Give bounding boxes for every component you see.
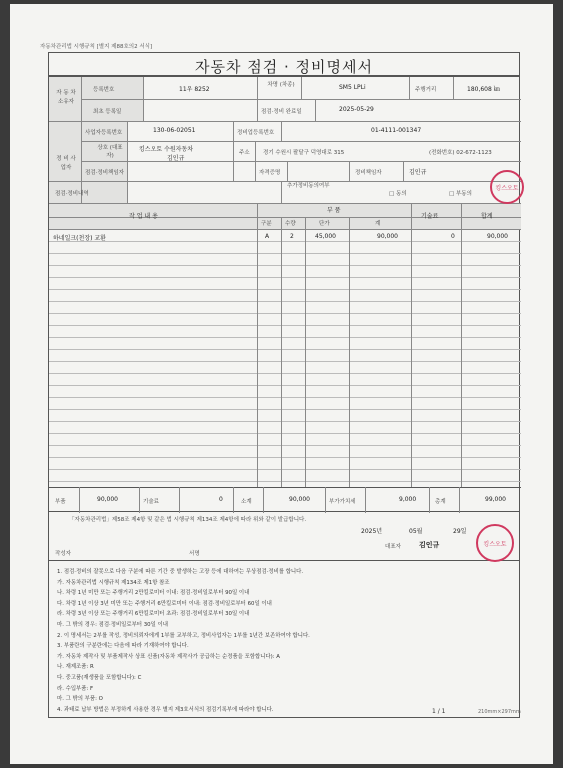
h-parts: 부 품	[327, 207, 341, 214]
rule	[459, 487, 460, 513]
row-tech: 0	[451, 233, 455, 240]
notes-box	[48, 560, 520, 718]
row-rule	[49, 337, 521, 338]
shop-no-value: 01-4111-001347	[371, 127, 422, 134]
h-type: 구분	[261, 221, 272, 227]
issuer-label: 대표자	[385, 544, 401, 550]
mechanic-label: 정비책임자	[355, 170, 382, 176]
mechanic-value: 김인규	[409, 169, 427, 176]
date-value: 2025-05-29	[339, 106, 374, 113]
row-rule	[49, 433, 521, 434]
rule	[81, 99, 521, 100]
note-line: 다. 차령 1년 이상 3년 미만 또는 주행거리 6만킬로미터 이내: 점검·정비일로부터 60일 이내	[57, 600, 272, 607]
tech-total-label: 기술료	[143, 499, 159, 505]
rule	[179, 487, 180, 513]
note-line: 3. 부품란의 구분란에는 다음에 따라 기재하여야 합니다.	[57, 643, 189, 650]
rule	[127, 121, 128, 203]
date-label: 점검·정비 완료일	[261, 109, 302, 115]
note-line: 4. 과태료 납부 방법은 부정하게 사용한 경우 별지 제3호서식의 점검기록부에 따라야 합니다.	[57, 706, 274, 713]
note-line: 가. 자동차관리법 시행규칙 제134조 제1항 참조	[57, 579, 170, 586]
form-grid	[48, 76, 520, 512]
issuer-name: 김인규	[419, 541, 440, 549]
rule	[349, 217, 350, 487]
mileage-label: 주행거리	[415, 87, 437, 93]
rule	[409, 77, 410, 99]
h-total: 합계	[481, 213, 493, 220]
issue-year: 2025년	[361, 528, 383, 535]
rule	[365, 487, 366, 513]
receiver-label: 작성자	[55, 551, 71, 557]
rule	[461, 203, 462, 487]
biz-no-label: 사업자등록번호	[85, 130, 123, 136]
rule	[325, 487, 326, 513]
rule	[255, 141, 256, 181]
page-number: 1 / 1	[432, 708, 446, 715]
rule	[49, 121, 521, 122]
rule	[79, 487, 80, 513]
parts-total: 90,000	[97, 496, 118, 503]
row-rule	[49, 325, 521, 326]
row-rule	[49, 409, 521, 410]
note-line: 나. 재제조품: R	[57, 664, 94, 671]
grand-label: 총계	[435, 499, 446, 505]
h-sum: 계	[375, 221, 381, 227]
h-qty: 수량	[285, 221, 296, 227]
rule	[411, 203, 412, 487]
recheck-label: 추가정비동의여부	[287, 183, 330, 189]
rule	[287, 161, 288, 181]
note-line: 나. 차령 1년 미만 또는 주행거리 2만킬로미터 이내: 점검·정비일로부터 90일 이내	[57, 590, 250, 597]
parts-total-label: 부품	[55, 499, 66, 505]
rule	[403, 161, 404, 181]
issue-day: 29일	[453, 528, 467, 535]
note-line: 마. 그 밖의 경우: 점검·정비일로부터 30일 이내	[57, 622, 168, 628]
rule	[453, 77, 454, 99]
paper-size: 210mm×297mm	[478, 709, 521, 715]
rule	[349, 161, 350, 181]
rule	[281, 181, 282, 203]
h-tech: 기술료	[421, 213, 439, 220]
rule	[257, 203, 258, 487]
vat: 9,000	[399, 496, 417, 503]
row-rule	[49, 385, 521, 386]
name-label: 상호 (대표자)	[97, 145, 123, 159]
title-box	[48, 52, 520, 76]
row-rule	[49, 397, 521, 398]
page-title: 자동차 점검 · 정비명세서	[195, 58, 373, 76]
note-line: 다. 중고품(재생품을 포함합니다): C	[57, 675, 142, 681]
rule	[81, 77, 82, 203]
row-rule	[49, 253, 521, 254]
row-rule	[49, 457, 521, 458]
note-line: 가. 자동차 제작사 및 부품제작사 상표 신품(자동차 제작사가 공급하는 순정품을 포함합니다): A	[57, 653, 280, 660]
tech-total: 0	[219, 496, 223, 503]
note-line: 마. 그 밖의 부품: O	[57, 696, 103, 703]
rule	[49, 217, 521, 218]
seal-label: 서명	[189, 551, 200, 557]
row-rule	[49, 349, 521, 350]
stamp-text: 킹스오토	[483, 541, 507, 548]
note-line: 1. 점검·정비의 잘못으로 다음 구분에 따른 기간 중 발생하는 고장 등에 대하여는 무상점검·정비를 합니다.	[57, 569, 304, 575]
rule	[281, 121, 282, 141]
issue-month: 05월	[409, 528, 423, 535]
checkbox-icon: □	[449, 191, 456, 197]
qual-label: 자격증명	[259, 170, 281, 176]
rule	[139, 487, 140, 513]
rule	[233, 121, 234, 181]
rule	[305, 217, 306, 487]
rule	[81, 161, 521, 162]
row-rule	[49, 289, 521, 290]
row-rule	[49, 445, 521, 446]
phone-value: (전화번호) 02-672-1123	[429, 150, 492, 156]
rule	[49, 487, 521, 488]
opt-no[interactable]	[449, 189, 472, 197]
issuer-seal-stamp	[476, 524, 514, 562]
rule	[143, 77, 144, 121]
rule	[49, 229, 521, 230]
row-rule	[49, 361, 521, 362]
signature-area	[48, 512, 520, 560]
row-rule	[49, 301, 521, 302]
opt-yes[interactable]	[389, 189, 407, 197]
row-rule	[49, 313, 521, 314]
row-rule	[49, 469, 521, 470]
rule	[429, 487, 430, 513]
reg-no-label: 등록번호	[93, 87, 115, 93]
rule	[257, 77, 258, 121]
rule	[301, 77, 302, 99]
reg-no-value: 11우 8252	[179, 86, 210, 93]
biz-no-value: 130-06-02051	[153, 127, 196, 134]
subtotal-label: 소계	[241, 499, 252, 505]
rule	[233, 487, 234, 513]
owner-section-label: 자 동 차 소유자	[56, 90, 76, 105]
note-line: 2. 이 명세서는 2부를 작성, 정비의뢰자에게 1부를 교부하고, 정비사업자는 1부를 1년간 보존하여야 합니다.	[57, 632, 310, 639]
company-seal-stamp	[490, 170, 524, 204]
row-qty: 2	[290, 233, 294, 240]
row-rule	[49, 241, 521, 242]
row-sum: 90,000	[377, 233, 398, 240]
opt-no-label: 부동의	[455, 191, 472, 197]
mileage-value: 180,608 ㎞	[467, 86, 500, 93]
h-work: 작 업 내 용	[129, 213, 158, 220]
form-header: 자동차관리법 시행규칙 [별지 제88호의2 서식]	[40, 44, 153, 50]
row-unit: 45,000	[315, 233, 336, 240]
row-rule	[49, 277, 521, 278]
name-value: 킹스오토 수원자동차	[139, 146, 194, 153]
grand-total: 99,000	[485, 496, 506, 503]
stamp-text: 킹스오토	[495, 185, 519, 192]
h-unit: 단가	[319, 221, 330, 227]
first-reg-label: 최초 등록일	[93, 109, 122, 115]
addr-value: 경기 수원시 팔달구 덕영대로 315	[263, 150, 345, 156]
checkbox-icon: □	[389, 191, 396, 197]
rule	[81, 141, 521, 142]
inspector-label: 점검·정비책임자	[85, 170, 124, 176]
opt-yes-label: 동의	[395, 191, 407, 197]
model-value: SM5 LPLi	[339, 84, 366, 91]
note-line: 라. 수입부품: F	[57, 685, 94, 692]
row-rule	[49, 481, 521, 482]
biz-section-label: 정 비 사업자	[56, 156, 76, 171]
note-line: 라. 차령 3년 이상 또는 주행거리 6만킬로미터 초과: 점검·정비일로부터 30일 이내	[57, 611, 250, 618]
row-type: A	[265, 233, 270, 240]
addr-label: 주소	[239, 150, 250, 156]
issue-statement: 「자동차관리법」제58조 제4항 및 같은 법 시행규칙 제134조 제4항에 따라 위와 같이 발급합니다.	[69, 517, 307, 523]
rule	[281, 217, 282, 487]
rule	[315, 99, 316, 121]
subtotal: 90,000	[289, 496, 310, 503]
guarantee-label: 점검·정비내역	[55, 191, 89, 197]
row-rule	[49, 373, 521, 374]
row-rule	[49, 265, 521, 266]
rule	[49, 203, 521, 204]
model-label: 차명 (차종)	[267, 82, 295, 88]
row-work: 하네일크(천장) 교환	[53, 235, 106, 242]
row-rule	[49, 421, 521, 422]
row-total: 90,000	[487, 233, 508, 240]
shop-no-label: 정비업등록번호	[237, 130, 275, 136]
rule	[49, 181, 521, 182]
rep-value: 김인규	[167, 155, 185, 162]
vat-label: 부가가치세	[329, 499, 356, 505]
rule	[263, 487, 264, 513]
